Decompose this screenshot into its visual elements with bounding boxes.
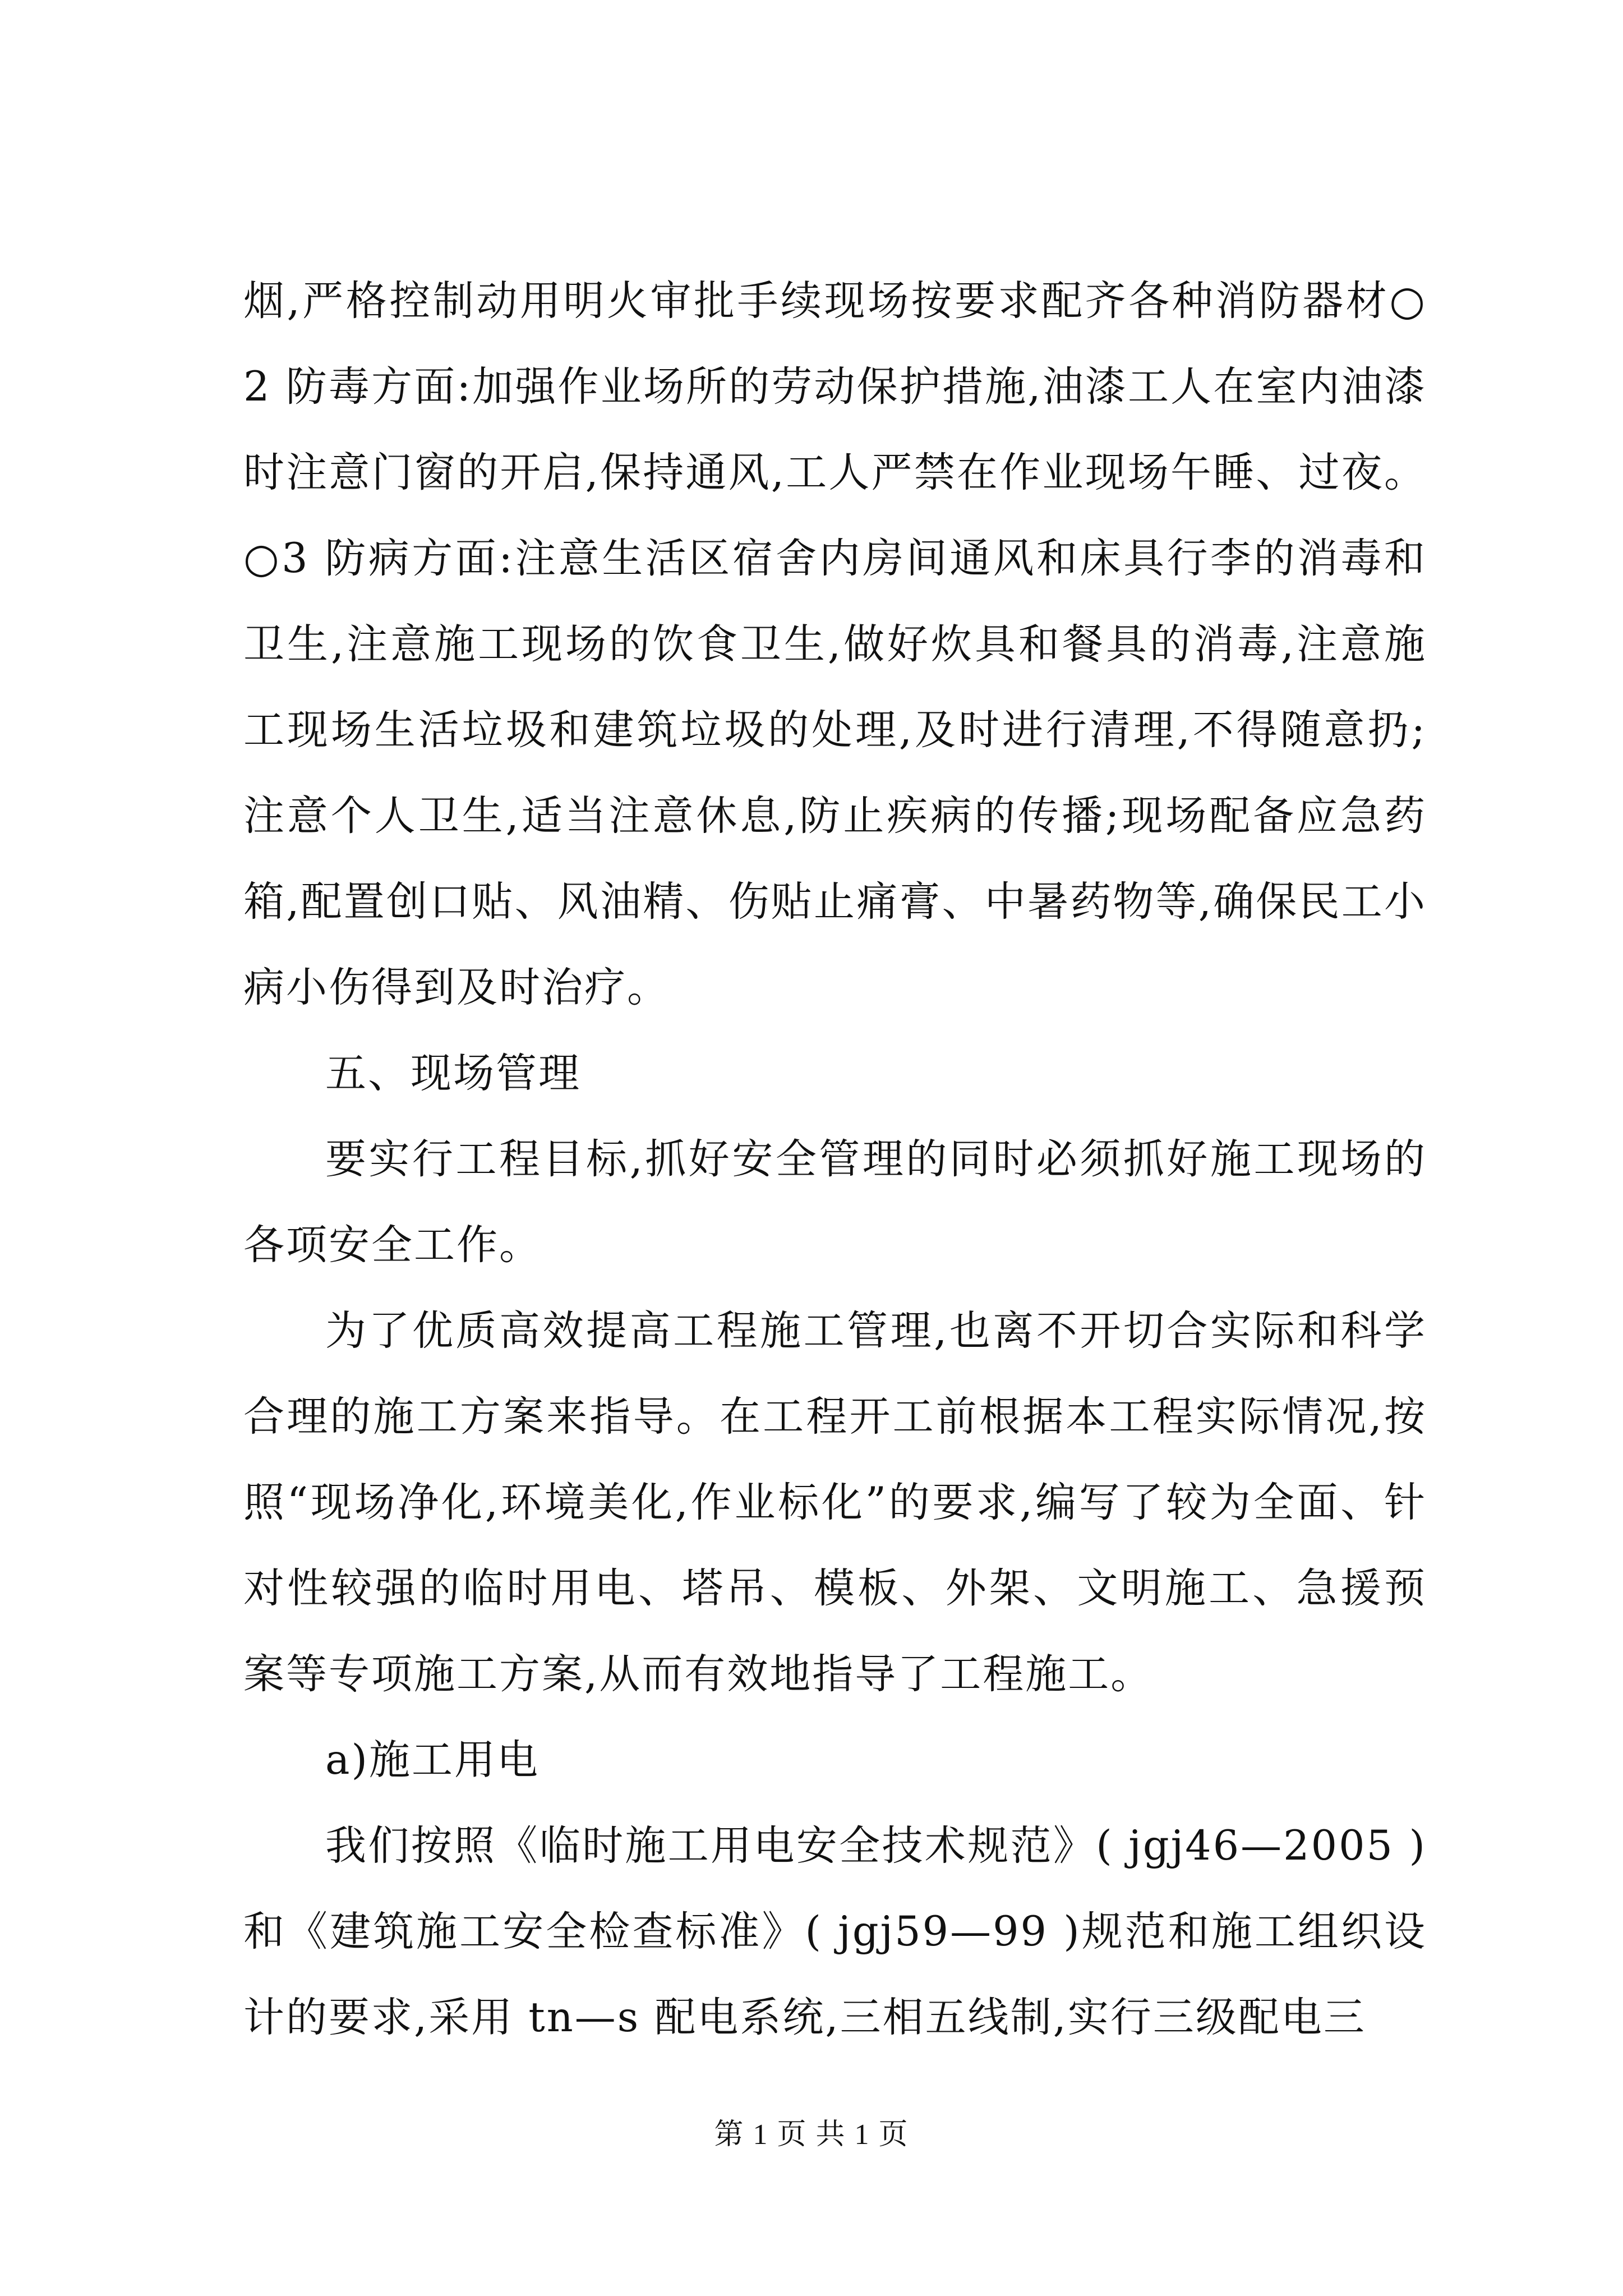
paragraph-electricity: 我们按照《临时施工用电安全技术规范》( jgj46—2005 )和《建筑施工安全检查标准》( jgj59—99 )规范和施工组织设计的要求,采用 tn—s 配电系统,三相五线制,实行三级配电三	[243, 1822, 1427, 2041]
section-heading-site-management: 五、现场管理	[325, 1050, 581, 1097]
page-number-footer: 第 1 页 共 1 页	[714, 2119, 909, 2151]
subsection-heading-electricity: a)施工用电	[325, 1736, 540, 1784]
paragraph-construction-plan: 为了优质高效提高工程施工管理,也离不开切合实际和科学合理的施工方案来指导。在工程开工前根据本工程实际情况,按照“现场净化,环境美化,作业标化”的要求,编写了较为全面、针对性较强的临时用电、塔吊、模板、外架、文明施工、急援预案等专项施工方案,从而有效地指导了工程施工。	[243, 1307, 1427, 1698]
document-body	[243, 258, 1427, 2060]
paragraph-goal: 要实行工程目标,抓好安全管理的同时必须抓好施工现场的各项安全工作。	[243, 1135, 1427, 1269]
paragraph-continuation: 烟,严格控制动用明火审批手续现场按要求配齐各种消防器材○2 防毒方面:加强作业场所的劳动保护措施,油漆工人在室内油漆时注意门窗的开启,保持通风,工人严禁在作业现场午睡、过夜。○3 防病方面:注意生活区宿舍内房间通风和床具行李的消毒和卫生,注意施工现场的饮食卫生,做好炊具和餐具的消毒,注意施工现场生活垃圾和建筑垃圾的处理,及时进行清理,不得随意扔;注意个人卫生,适当注意休息,防止疾病的传播;现场配备应急药箱,配置创口贴、风油精、伤贴止痛膏、中暑药物等,确保民工小病小伤得到及时治疗。	[243, 277, 1427, 1011]
